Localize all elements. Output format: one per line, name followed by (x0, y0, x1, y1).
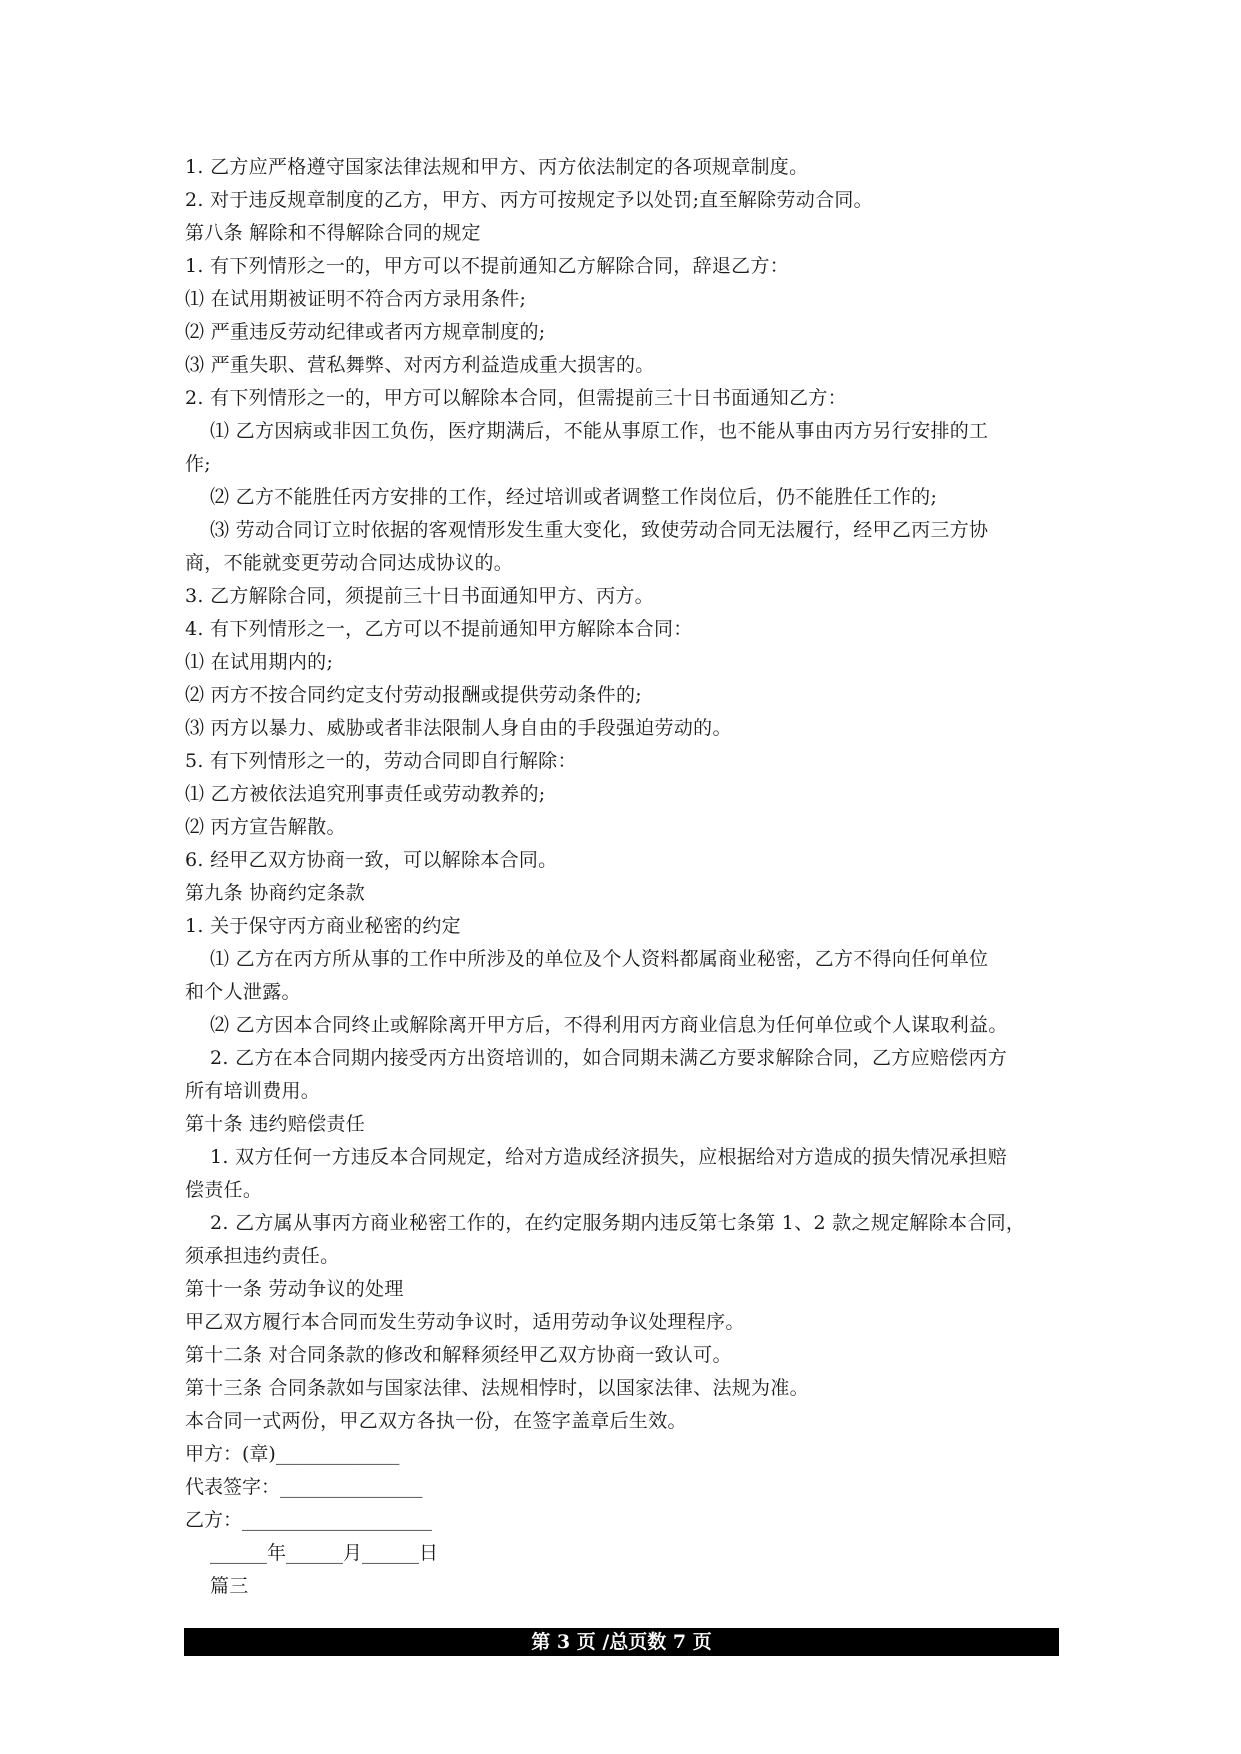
document-line: 甲乙双方履行本合同而发生劳动争议时，适用劳动争议处理程序。 (185, 1311, 745, 1333)
document-line: 第十二条 对合同条款的修改和解释须经甲乙双方协商一致认可。 (185, 1344, 732, 1366)
document-line: 2. 乙方在本合同期内接受丙方出资培训的，如合同期未满乙方要求解除合同，乙方应赔偿丙方 (210, 1047, 1008, 1069)
document-line: 第十一条 劳动争议的处理 (185, 1278, 404, 1300)
document-line: 甲方：(章)_____________ (185, 1443, 400, 1465)
document-line: ⑵ 乙方因本合同终止或解除离开甲方后，不得利用丙方商业信息为任何单位或个人谋取利益。 (210, 1014, 1008, 1036)
document-line: ⑶ 劳动合同订立时依据的客观情形发生重大变化，致使劳动合同无法履行，经甲乙丙三方协 (210, 519, 989, 541)
document-line: 2. 乙方属从事丙方商业秘密工作的，在约定服务期内违反第七条第 1、2 款之规定解除本合同， (210, 1212, 1026, 1234)
document-line: 5. 有下列情形之一的，劳动合同即自行解除： (185, 750, 577, 772)
document-line: ⑴ 乙方被依法追究刑事责任或劳动教养的; (185, 783, 546, 805)
document-line: 商，不能就变更劳动合同达成协议的。 (185, 552, 514, 574)
document-line: 篇三 (210, 1575, 249, 1597)
document-line: 所有培训费用。 (185, 1080, 321, 1102)
document-line: 2. 有下列情形之一的，甲方可以解除本合同，但需提前三十日书面通知乙方： (185, 387, 847, 409)
document-line: 偿责任。 (185, 1179, 263, 1201)
document-line: 乙方：____________________ (185, 1509, 433, 1531)
document-line: 第十三条 合同条款如与国家法律、法规相悖时，以国家法律、法规为准。 (185, 1377, 809, 1399)
document-line: ⑵ 丙方不按合同约定支付劳动报酬或提供劳动条件的; (185, 684, 642, 706)
page-footer (184, 1628, 1059, 1656)
document-line: ⑵ 严重违反劳动纪律或者丙方规章制度的; (185, 321, 546, 343)
document-line: ⑴ 乙方在丙方所从事的工作中所涉及的单位及个人资料都属商业秘密，乙方不得向任何单位 (210, 948, 989, 970)
document-line: ⑴ 在试用期内的; (185, 651, 334, 673)
document-line: 代表签字：_______________ (185, 1476, 423, 1498)
document-line: 3. 乙方解除合同，须提前三十日书面通知甲方、丙方。 (185, 585, 654, 607)
document-line: 作; (185, 453, 212, 475)
document-line: ⑵ 丙方宣告解散。 (185, 816, 346, 838)
document-line: ⑵ 乙方不能胜任丙方安排的工作，经过培训或者调整工作岗位后，仍不能胜任工作的; (210, 486, 938, 508)
document-line: 6. 经甲乙双方协商一致，可以解除本合同。 (185, 849, 558, 871)
document-line: 第九条 协商约定条款 (185, 882, 366, 904)
document-line: 4. 有下列情形之一，乙方可以不提前通知甲方解除本合同： (185, 618, 693, 640)
document-line: 1. 有下列情形之一的，甲方可以不提前通知乙方解除合同，辞退乙方： (185, 255, 790, 277)
document-line: 1. 双方任何一方违反本合同规定，给对方造成经济损失，应根据给对方造成的损失情况承担赔 (210, 1146, 1008, 1168)
document-line: 2. 对于违反规章制度的乙方，甲方、丙方可按规定予以处罚;直至解除劳动合同。 (185, 189, 873, 211)
document-line: 1. 乙方应严格遵守国家法律法规和甲方、丙方依法制定的各项规章制度。 (185, 156, 809, 178)
document-line: ⑴ 在试用期被证明不符合丙方录用条件; (185, 288, 527, 310)
document-line: 和个人泄露。 (185, 981, 301, 1003)
document-line: ⑶ 严重失职、营私舞弊、对丙方利益造成重大损害的。 (185, 354, 655, 376)
document-line: 第十条 违约赔偿责任 (185, 1113, 366, 1135)
document-line: ⑶ 丙方以暴力、威胁或者非法限制人身自由的手段强迫劳动的。 (185, 717, 732, 739)
page-number-label: 第 3 页 /总页数 7 页 (531, 1631, 712, 1653)
document-line: ⑴ 乙方因病或非因工负伤，医疗期满后，不能从事原工作，也不能从事由丙方另行安排的工 (210, 420, 989, 442)
document-line: 1. 关于保守丙方商业秘密的约定 (185, 915, 461, 937)
document-line: 须承担违约责任。 (185, 1245, 340, 1267)
document-line: 本合同一式两份，甲乙双方各执一份，在签字盖章后生效。 (185, 1410, 687, 1432)
document-body (185, 151, 1065, 1603)
document-line: ______年______月______日 (210, 1542, 439, 1564)
document-line: 第八条 解除和不得解除合同的规定 (185, 222, 481, 244)
